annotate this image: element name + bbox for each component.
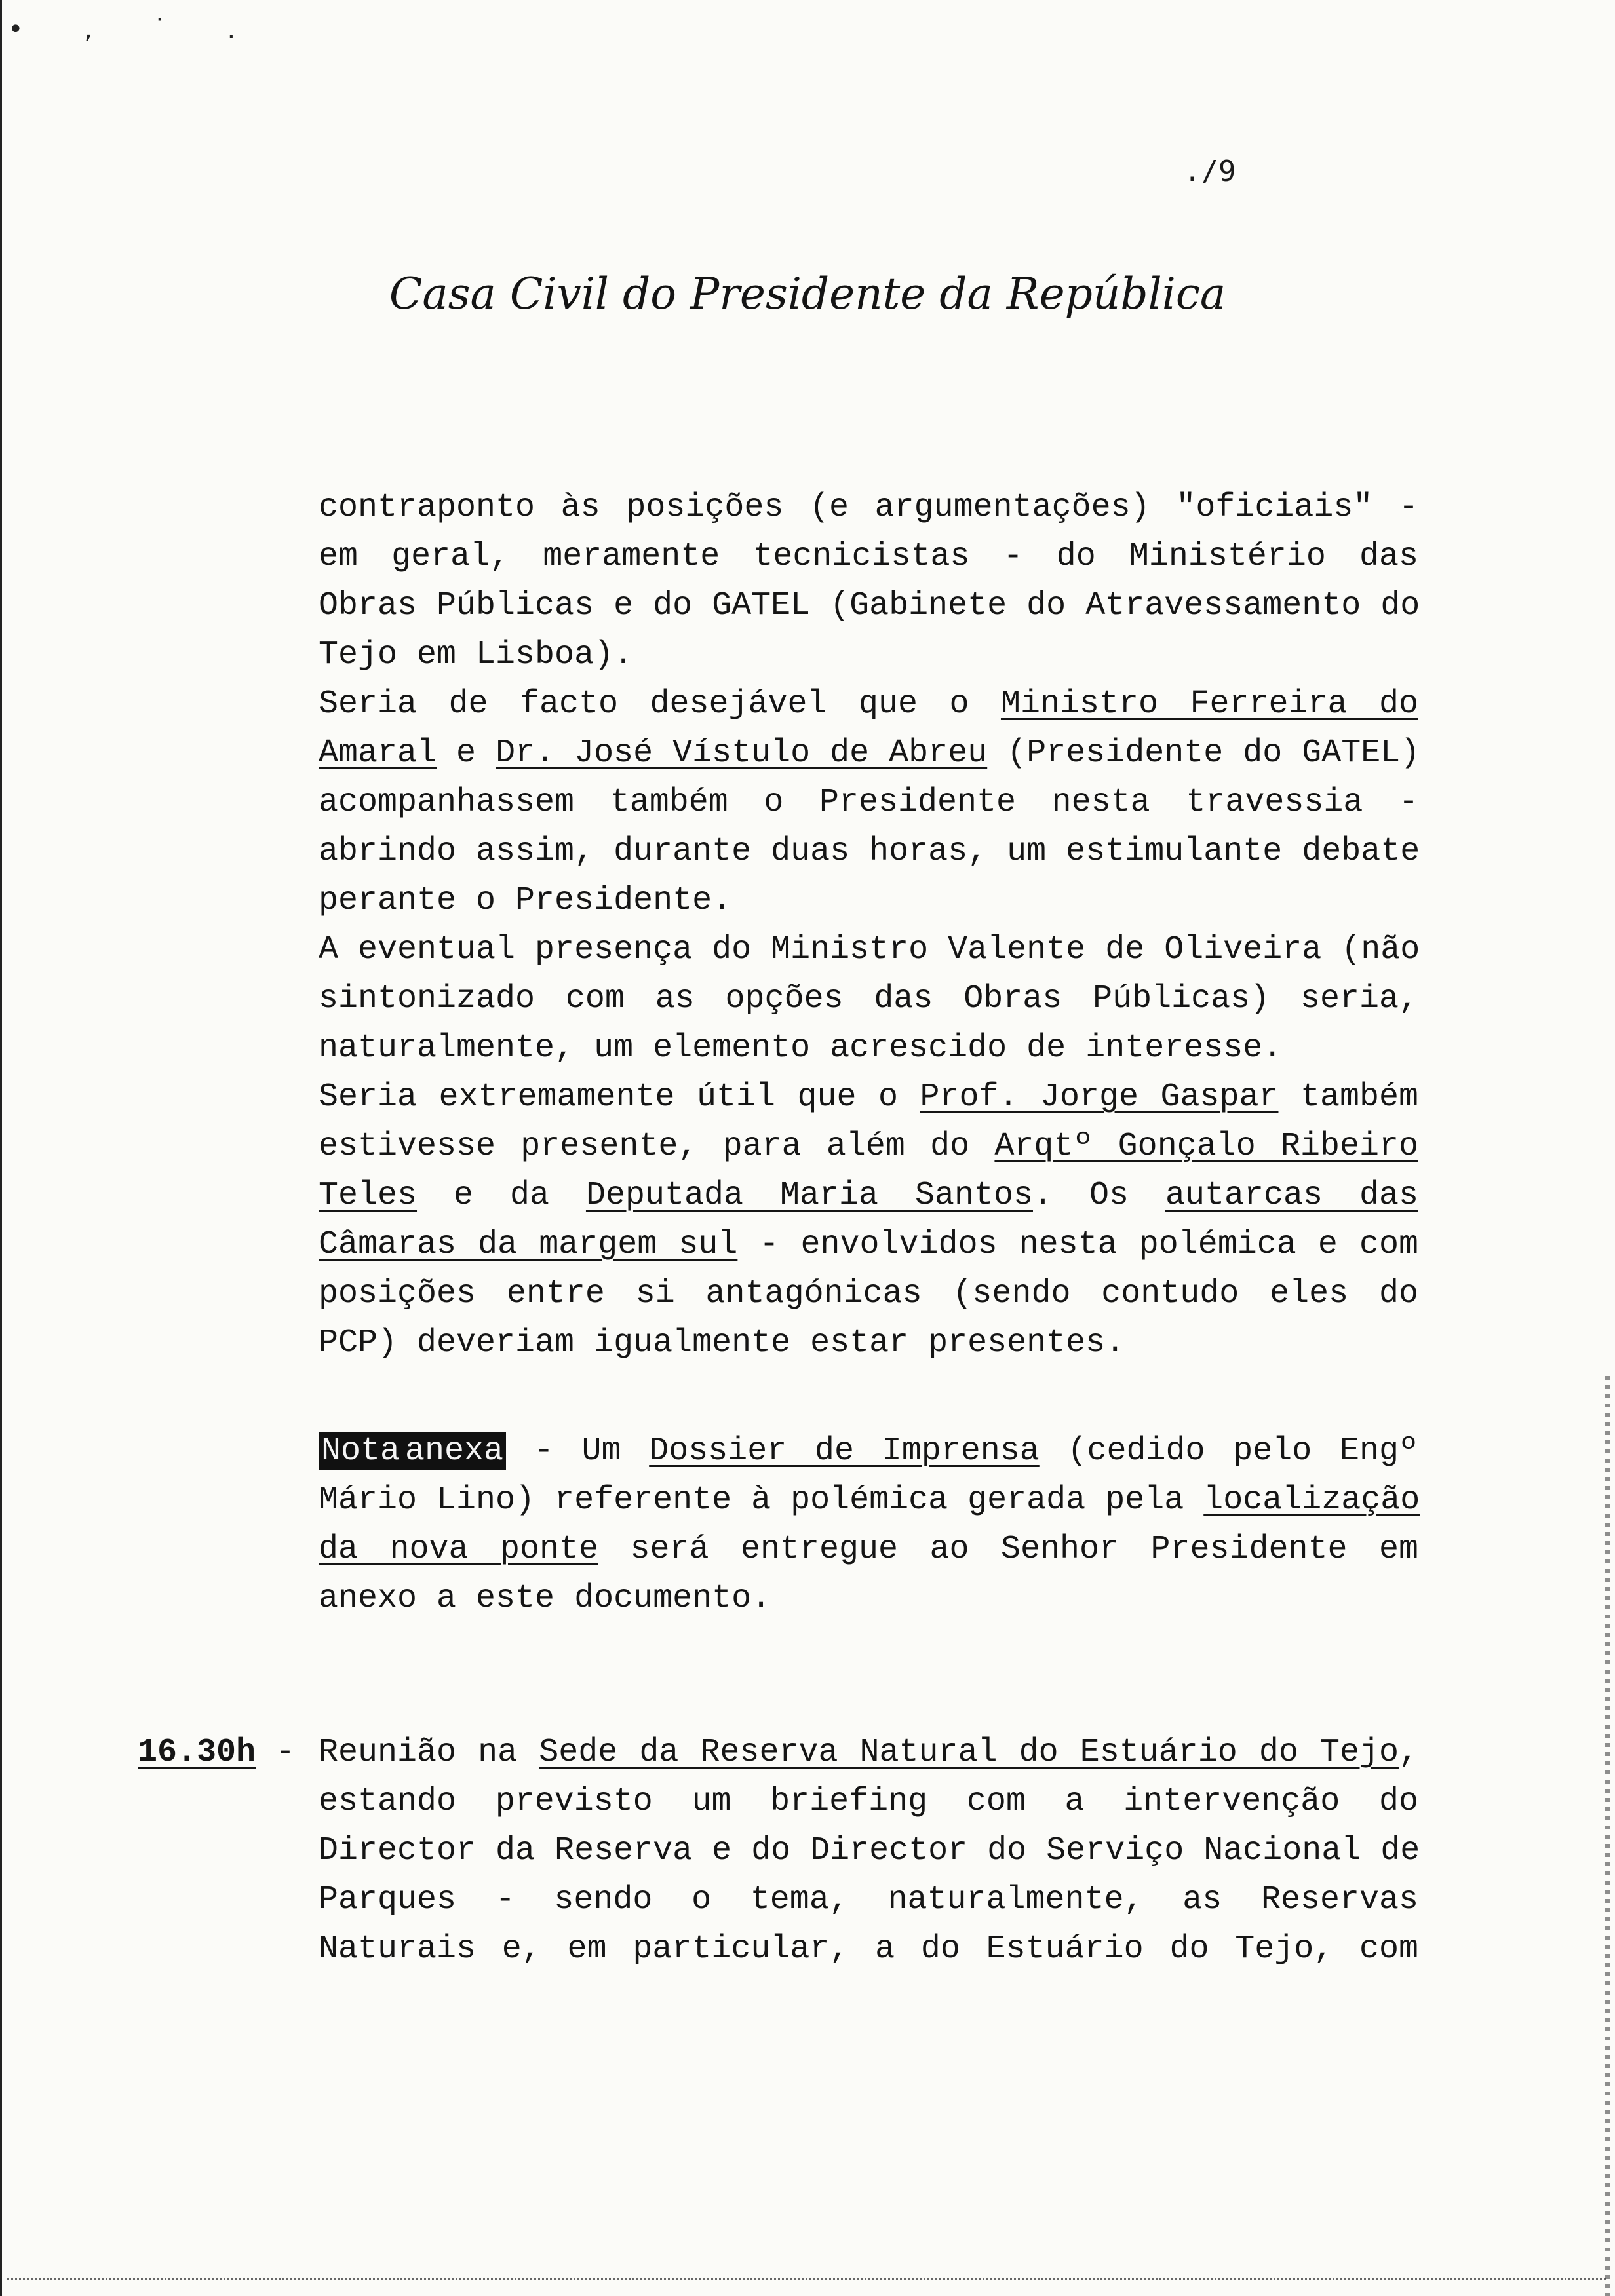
- note-line: anexo a este documento.: [319, 1580, 771, 1617]
- note-line: Nota anexa - Um Dossier de Imprensa (cedido pelo Engº: [319, 1432, 1418, 1471]
- text-line: A eventual presença do Ministro Valente de Oliveira (não: [319, 931, 1420, 968]
- agenda-time: 16.30h: [138, 1734, 256, 1771]
- underlined-name: Ministro Ferreira do: [1000, 685, 1418, 723]
- scan-noise-bottom: [7, 2278, 1606, 2284]
- underlined-name: Dossier de Imprensa: [649, 1432, 1040, 1470]
- text-line: Câmaras da margem sul - envolvidos nesta polémica e com: [319, 1226, 1418, 1263]
- agenda-line: Parques - sendo o tema, naturalmente, as Reservas: [319, 1881, 1418, 1919]
- page-number: ./9: [1184, 155, 1236, 188]
- underlined-name: Amaral: [319, 735, 437, 772]
- text-line: Tejo em Lisboa).: [319, 636, 634, 674]
- redacted-label: Nota: [319, 1432, 402, 1470]
- underlined-name: Dr. José Vístulo de Abreu: [496, 735, 988, 772]
- agenda-line: Director da Reserva e do Director do Serviço Nacional de: [319, 1832, 1420, 1869]
- underlined-name: Prof. Jorge Gaspar: [920, 1079, 1279, 1116]
- text-line: posições entre si antagónicas (sendo contudo eles do: [319, 1275, 1418, 1312]
- note-line: da nova ponte será entregue ao Senhor Presidente em: [319, 1531, 1418, 1568]
- text-line: sintonizado com as opções das Obras Públicas) seria,: [319, 980, 1418, 1018]
- agenda-dash: -: [275, 1734, 296, 1771]
- letterhead: Casa Civil do Presidente da República: [389, 269, 1226, 319]
- text-line: em geral, meramente tecnicistas - do Ministério das: [319, 538, 1418, 575]
- underlined-name: localização: [1203, 1482, 1420, 1519]
- redacted-label: anexa: [402, 1432, 506, 1470]
- underlined-name: Arqtº Gonçalo Ribeiro: [994, 1128, 1418, 1165]
- text-line: acompanhassem também o Presidente nesta travessia -: [319, 784, 1418, 821]
- note-line: Mário Lino) referente à polémica gerada pela localização: [319, 1482, 1420, 1519]
- underlined-name: Câmaras da margem sul: [319, 1226, 738, 1263]
- underlined-name: Deputada Maria Santos: [585, 1177, 1033, 1214]
- agenda-line: Reunião na Sede da Reserva Natural do Estuário do Tejo,: [319, 1734, 1418, 1771]
- text-line: Seria extremamente útil que o Prof. Jorge Gaspar também: [319, 1079, 1418, 1116]
- text-line: Obras Públicas e do GATEL (Gabinete do Atravessamento do: [319, 587, 1420, 624]
- scan-noise-right: [1605, 1376, 1610, 2296]
- text-line: Amaral e Dr. José Vístulo de Abreu (Presidente do GATEL): [319, 735, 1420, 772]
- agenda-line: Naturais e, em particular, a do Estuário do Tejo, com: [319, 1930, 1418, 1968]
- underlined-name: Sede da Reserva Natural do Estuário do Tejo: [539, 1734, 1399, 1771]
- text-line: PCP) deveriam igualmente estar presentes.: [319, 1324, 1125, 1362]
- text-line: Seria de facto desejável que o Ministro Ferreira do: [319, 685, 1418, 723]
- text-line: Teles e da Deputada Maria Santos. Os autarcas das: [319, 1177, 1418, 1214]
- underlined-name: autarcas das: [1165, 1177, 1418, 1214]
- text-line: perante o Presidente.: [319, 882, 732, 919]
- top-marks: • , ˙ .: [8, 14, 262, 45]
- text-line: abrindo assim, durante duas horas, um estimulante debate: [319, 833, 1420, 870]
- underlined-name: Teles: [319, 1177, 418, 1214]
- underlined-name: da nova ponte: [319, 1531, 598, 1568]
- left-edge-line: [0, 0, 2, 2296]
- text-line: contraponto às posições (e argumentações) "oficiais" -: [319, 489, 1418, 526]
- agenda-line: estando previsto um briefing com a intervenção do: [319, 1783, 1418, 1820]
- text-line: estivesse presente, para além do Arqtº Gonçalo Ribeiro: [319, 1128, 1418, 1165]
- text-line: naturalmente, um elemento acrescido de interesse.: [319, 1029, 1283, 1067]
